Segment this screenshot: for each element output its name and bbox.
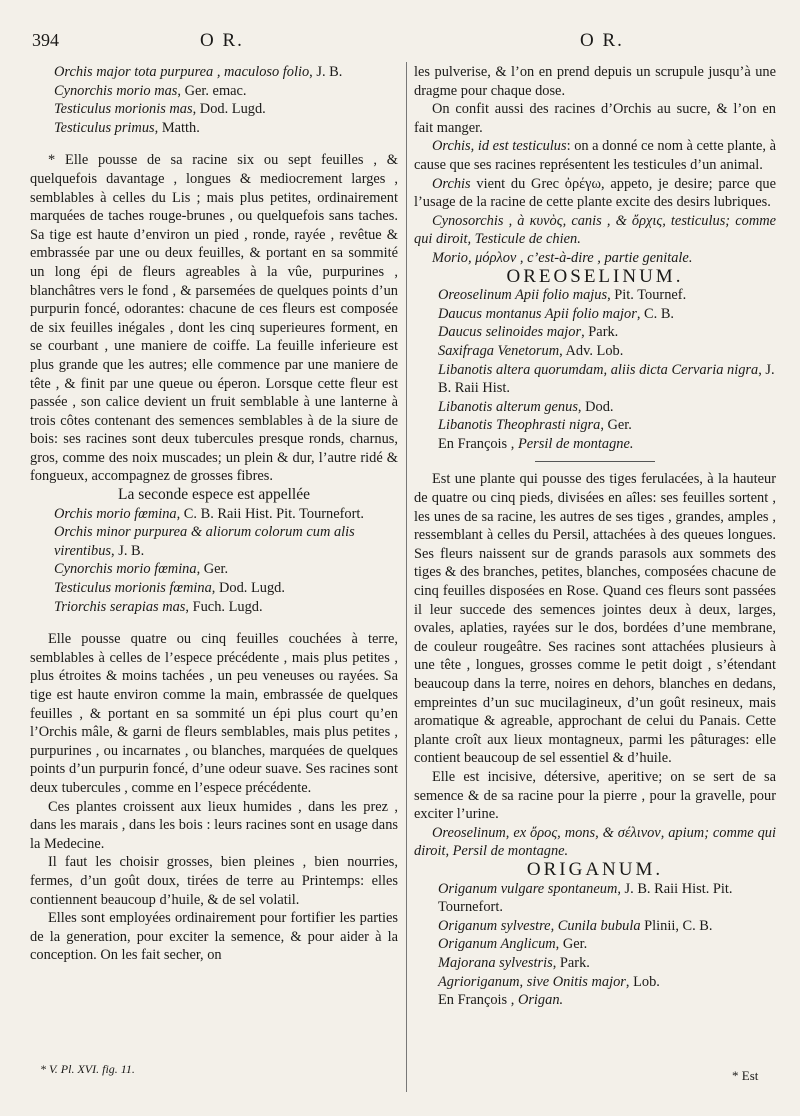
usage-paragraph: Elles sont employées ordinairement pour fortifier les parties de la generation, pour exciter la semence, & pour aider à la conception. On les fait secher, on [30,910,398,964]
entry-heading-origanum: ORIGANUM. [526,858,664,880]
synonym-entry: Agrioriganum, sive Onitis major, Lob. [438,973,660,990]
running-head-right: O R. [580,30,624,51]
paragraph: On confit aussi des racines d’Orchis au sucre, & l’on en fait manger. [414,101,776,136]
synonym-entry: Saxifraga Venetorum, Adv. Lob. [438,342,624,359]
synonym-entry: Testiculus morionis mas, Dod. Lugd. [54,101,266,118]
section-subheading: La seconde espece est appellée [118,486,310,504]
synonym-entry: Triorchis serapias mas, Fuch. Lugd. [54,598,263,615]
synonym-list-origanum [414,880,776,992]
synonym-entry: Testiculus morionis fœmina, Dod. Lugd. [54,580,285,597]
synonym-entry: Daucus selinoides major, Park. [438,324,619,341]
synonym-entry: Origanum Anglicum, Ger. [438,936,588,953]
etymology-paragraph: Orchis, id est testiculus: on a donné ce nom à cette plante, à cause que ses racines représentent les testicules d’un animal. [414,138,777,173]
etymology-paragraph: Morio, μόρλον , c’est-à-dire , partie genitale. [432,249,693,266]
synonym-entry: Origanum sylvestre, Cunila bubula Plinii, C. B. [438,917,713,934]
description-paragraph: * Elle pousse de sa racine six ou sept feuilles , & quelquefois davantage , longues & mediocrement larges , semblables à celles du Lis ; mais plus petites, ordinairement marquées de taches rouge-brunes , ou quelquefois sans taches. Sa tige est haute d’environ un pied , ronde, rayée , revêtue & embrassée par une ou deux feuilles, & portant en sa sommité un long épi de fleurs agreables à la vûe, purpurines , blanchâtres vers le fond , & parsemées de quelques points d’un purpurin foncé, odorantes: chacune de ces fleurs est composée de six feuilles inégales , dont les cinq superieures forment, en se courbant , une maniere de coiffe. La feuille inferieure est plus grande que les autres; elle commence par une maniere de tête , & finit par une queue ou éperon. Lorsque cette fleur est passée , son calice devient un fruit semblable à une lanterne à trois côtes contenant des semences semblables à de la siure de bois: ses racines sont deux tubercules presque ronds, charnus, gros, comme des noix muscades; un plein & dur, l’autre ridé & fongueux, accompagnez de grosses fibres. [30,152,398,485]
synonym-list-orchis-foemina [30,505,398,617]
synonym-entry: Libanotis Theophrasti nigra, Ger. [438,417,632,434]
habitat-paragraph: Ces plantes croissent aux lieux humides , dans les prez , dans les marais , dans les bois : leurs racines sont en usage dans la Medecine. [30,798,398,852]
continuation-paragraph: les pulverise, & l’on en prend depuis un scrupule jusqu’à une dragme pour chaque dose. [414,64,776,99]
column-divider [406,62,407,1092]
synonym-list-oreoselinum [414,286,776,435]
synonym-entry: Origanum vulgare spontaneum, J. B. Raii Hist. Pit. Tournefort. [438,880,733,916]
french-name: En François , Origan. [438,992,564,1009]
virtues-paragraph: Elle est incisive, détersive, aperitive; on se sert de sa semence & de sa racine pour la pierre , pour la gravelle, pour exciter l’urine. [414,768,776,823]
etymology-paragraph: Oreoselinum, ex ὄρος, mons, & σέλινον, apium; comme qui diroit, Persil de montagne. [414,824,776,860]
synonym-list-orchis-mas [30,63,398,137]
synonym-entry: Orchis minor purpurea & aliorum colorum cum alis virentibus, J. B. [54,524,355,559]
synonym-entry: Orchis major tota purpurea , maculoso folio, J. B. [54,64,343,80]
synonym-entry: Testiculus primus, Matth. [54,119,200,136]
synonym-entry: Daucus montanus Apii folio major, C. B. [438,305,675,322]
french-name: En François , Persil de montagne. [438,435,634,452]
synonym-entry: Libanotis alterum genus, Dod. [438,398,614,415]
synonym-entry: Libanotis altera quorumdam, aliis dicta Cervaria nigra, J. B. Raii Hist. [438,361,775,397]
entry-heading-oreoselinum: OREOSELINUM. [506,265,684,287]
right-column [414,63,776,1010]
catchword: * Est [732,1068,759,1083]
section-rule [535,461,655,462]
left-column [30,63,398,965]
page-number: 394 [32,30,59,50]
synonym-entry: Oreoselinum Apii folio majus, Pit. Tournef. [438,287,687,304]
description-paragraph: Est une plante qui pousse des tiges ferulacées, à la hauteur de quatre ou cinq pieds, divisées en aîles: ses feuilles sortent , les unes de sa racine, les autres de ses tiges , grandes, amples , ressemblant à celles du Persil, attachées à des queues longues. Ses fleurs naissent sur de grands parasols aux sommets des tiges & des branches, petites, blanches, composées chacune de cinq feuilles disposées en Rose. Quand ces fleurs sont passées il leur succede des semences jointes deux à deux, larges, ovales, aplaties, rayées sur le dos, bordées d’une membrane, de couleur rougeâtre. Ses racines sont attachées plusieurs à une tête , longues, grosses comme le petit doigt , s’étendant beaucoup dans la terre, noires en dehors, blanches en dedans, empreintes d’un suc mucilagineux, d’un goût resineux, mais aromatique & agreable, approchant de celui du Panais. Cette plante croît aux lieux montagneux, parmi les pâturages: elle contient beaucoup de sel essentiel & d’huile. [414,471,776,767]
etymology-paragraph: Orchis vient du Grec ὀρέγω, appeto, je desire; parce que l’usage de la racine de cette plante excite des desirs lubriques. [414,175,776,211]
running-head-left: O R. [200,30,244,51]
synonym-entry: Majorana sylvestris, Park. [438,954,590,971]
synonym-entry: Orchis morio fœmina, C. B. Raii Hist. Pit. Tournefort. [54,505,365,522]
synonym-entry: Cynorchis morio mas, Ger. emac. [54,82,247,99]
footnote-plate-reference: * V. Pl. XVI. fig. 11. [40,1062,135,1076]
etymology-paragraph: Cynosorchis , à κυνὸς, canis , & ὄρχις, testiculus; comme qui diroit, Testicule de chien. [414,212,776,248]
selection-paragraph: Il faut les choisir grosses, bien pleines , bien nourries, fermes, d’un goût doux, tirées de terre au Printemps: elles contiennent beaucoup d’huile, & de sel volatil. [30,854,398,908]
description-paragraph: Elle pousse quatre ou cinq feuilles couchées à terre, semblables à celles de l’espece précédente , mais plus petites , plus étroites & moins tachées , un peu veneuses ou rayées. Sa tige est haute environ comme la main, embrassée de quelques feuilles , & portant en sa sommité un épi plus court qu’en l’Orchis mâle, & garni de fleurs semblables, mais plus petites , purpurines , ou incarnates , ou blanches, marquées de quelques points d’un purpurin foncé, d’une odeur suave. Ses racines sont deux tubercules , comme en l’espece précédente. [30,631,398,796]
synonym-entry: Cynorchis morio fœmina, Ger. [54,561,229,578]
